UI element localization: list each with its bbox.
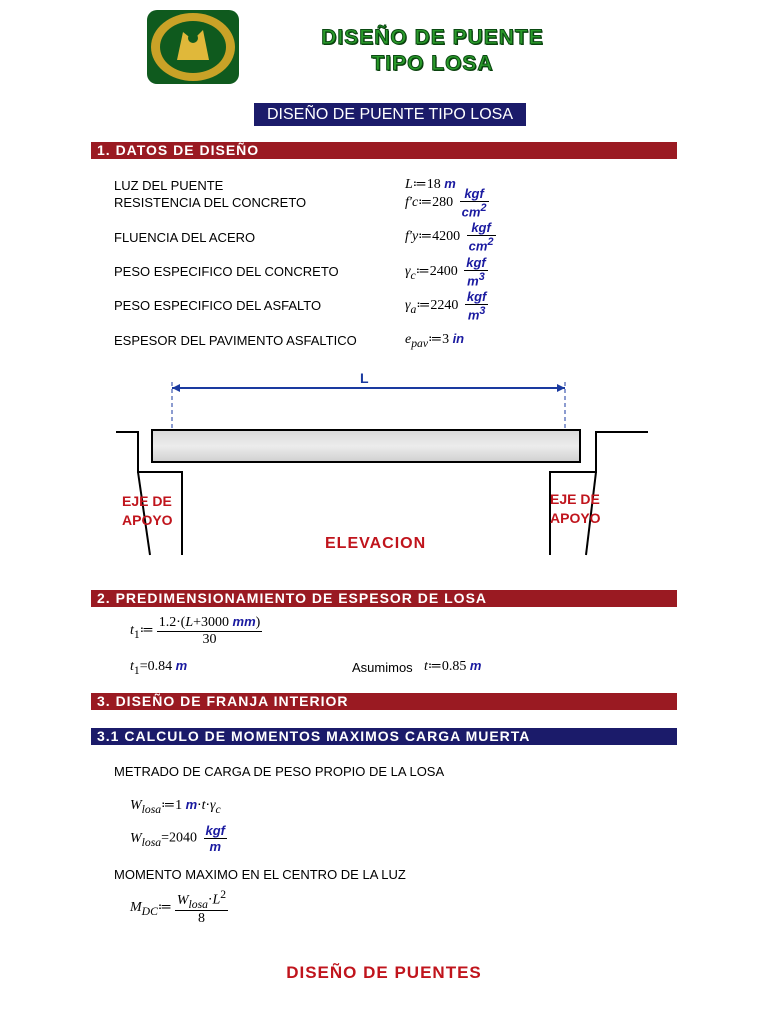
luz-unit: m: [444, 176, 456, 191]
gc-value: 2400: [429, 263, 458, 279]
w-unit-den: m: [209, 839, 222, 854]
t1-formula-const: 3000: [201, 615, 230, 630]
fc-value: 280: [432, 194, 454, 210]
t1-formula-den: 30: [202, 632, 217, 647]
ga-formula: $\gamma_a≔2240$ $\frac{\text{kgf}}{m^3}$: [405, 289, 487, 323]
ga-value: 2240: [430, 297, 459, 313]
ga-unit-num: kgf: [466, 289, 487, 304]
gc-unit-num: kgf: [466, 255, 486, 270]
moment-label: MOMENTO MAXIMO EN EL CENTRO DE LA LUZ: [114, 867, 406, 882]
section-3-1-header: 3.1 CALCULO DE MOMENTOS MAXIMOS CARGA MUERTA: [91, 728, 677, 745]
luz-label: LUZ DEL PUENTE: [114, 178, 224, 193]
right-support-line1: EJE DE: [550, 491, 600, 507]
fy-value: 4200: [432, 228, 461, 244]
ga-label: PESO ESPECIFICO DEL ASFALTO: [114, 298, 322, 313]
assume-label: Asumimos: [352, 660, 413, 675]
section-3-header: 3. DISEÑO DE FRANJA INTERIOR: [91, 693, 677, 710]
t-unit: m: [469, 658, 482, 673]
t1-formula-unit: mm: [232, 614, 256, 629]
w-value: 2040: [169, 830, 198, 846]
fc-unit-num: kgf: [460, 186, 489, 202]
t-assumed: t≔0.85 m: [424, 658, 482, 674]
epav-value: 3: [442, 332, 450, 347]
section-2-header: 2. PREDIMENSIONAMIENTO DE ESPESOR DE LOSA: [91, 590, 677, 607]
fc-unit-den: cm: [461, 204, 481, 220]
luz-formula: L≔18 m: [405, 176, 456, 192]
epav-unit: in: [452, 331, 465, 346]
w-losa-result: $W_{losa}=2040$ $\frac{\text{kgf}}{m}$: [130, 823, 226, 854]
t-value: 0.85: [441, 659, 467, 674]
fy-unit-num: kgf: [467, 220, 496, 236]
slab: [152, 430, 580, 462]
t1-unit: m: [175, 658, 188, 673]
span-arrow-right: [557, 384, 565, 392]
elevation-label: ELEVACION: [325, 535, 427, 552]
epav-label: ESPESOR DEL PAVIMENTO ASFALTICO: [114, 333, 357, 348]
left-support-line1: EJE DE: [122, 493, 172, 509]
left-support-label: [122, 492, 173, 530]
w-losa-definition: $W_{losa}≔1$ $m\cdot t\cdot\gamma_c$: [130, 797, 221, 816]
document-title-line1: DISEÑO DE PUENTE: [321, 26, 544, 49]
section-1-header: 1. DATOS DE DISEÑO: [91, 142, 677, 159]
right-support-label: [550, 490, 601, 528]
subtitle-banner: DISEÑO DE PUENTE TIPO LOSA: [254, 103, 526, 126]
metrado-label: METRADO DE CARGA DE PESO PROPIO DE LA LOSA: [114, 764, 445, 779]
gc-label: PESO ESPECIFICO DEL CONCRETO: [114, 264, 339, 279]
left-support-line2: APOYO: [122, 512, 173, 528]
luz-value: 18: [426, 177, 441, 192]
span-arrow-left: [172, 384, 180, 392]
fy-label: FLUENCIA DEL ACERO: [114, 230, 256, 245]
w-def-coef: 1: [175, 798, 183, 813]
gc-unit-den: m: [467, 273, 479, 289]
fy-formula: f′y≔4200 $\frac{\text{kgf}}{cm^2}$: [405, 220, 494, 254]
w-def-unit: m: [185, 797, 198, 812]
university-logo: [147, 10, 239, 84]
right-support-line2: APOYO: [550, 510, 601, 526]
span-label: L: [360, 370, 369, 386]
ga-unit-den: m: [467, 307, 480, 323]
epav-formula: $e_{pav}≔3$ in: [405, 331, 465, 350]
t1-value: 0.84: [147, 659, 173, 674]
w-unit-num: kgf: [205, 823, 226, 838]
fc-formula: f′c≔280 $\frac{\text{kgf}}{cm^2}$: [405, 186, 487, 220]
mdc-den: 8: [197, 911, 205, 927]
t1-formula: $t_1≔$ $\frac{1.2\cdot(L+3000 mm)}{30}$: [130, 614, 261, 647]
fc-label: RESISTENCIA DEL CONCRETO: [114, 195, 307, 210]
footer-title: DISEÑO DE PUENTES: [286, 963, 482, 982]
t1-result: $t_1=0.84$ m: [130, 658, 188, 677]
t1-formula-coef: 1.2: [158, 615, 177, 630]
mdc-formula: $M_{DC}≔$ $\frac{W_{losa}\cdot L^2}{8}$: [130, 888, 227, 927]
gc-formula: $\gamma_c≔2400$ $\frac{\text{kgf}}{m^3}$: [405, 255, 486, 289]
fy-unit-den: cm: [468, 238, 488, 254]
document-title-line2: TIPO LOSA: [371, 52, 494, 75]
